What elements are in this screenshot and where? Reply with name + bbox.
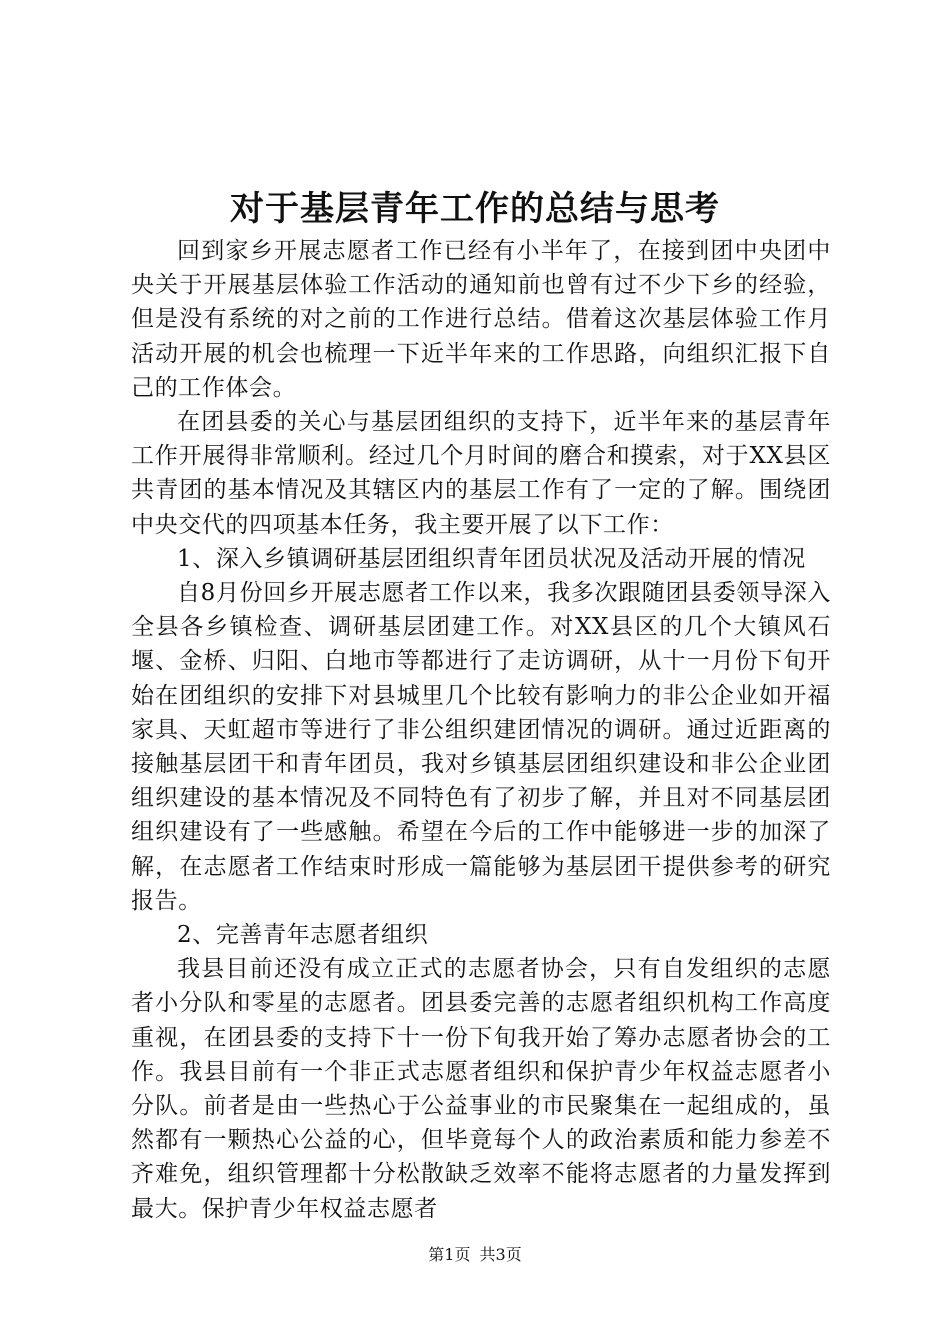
paragraph-section-2: 我县目前还没有成立正式的志愿者协会，只有自发组织的志愿者小分队和零星的志愿者。团县委完善的志愿者组织机构工作高度重视，在团县委的支持下十一份下旬我开始了筹办志愿者协会的工作。我县目前有一个非正式志愿者组织和保护青少年权益志愿者小分队。前者是由一些热心于公益事业的市民聚集在一起组成的，虽然都有一颗热心公益的心，但毕竟每个人的政治素质和能力参差不齐难免，组织管理都十分松散缺乏效率不能将志愿者的力量发挥到最大。保护青少年权益志愿者 — [131, 956, 831, 1222]
page-total: 共3页 — [479, 1245, 522, 1264]
section-heading-1: 1、深入乡镇调研基层团组织青年团员状况及活动开展的情况 — [177, 545, 806, 572]
document-body — [131, 234, 831, 1226]
section-heading-2: 2、完善青年志愿者组织 — [177, 922, 429, 949]
paragraph-overview: 在团县委的关心与基层团组织的支持下，近半年来的基层青年工作开展得非常顺利。经过几个月时间的磨合和摸索，对于XX县区共青团的基本情况及其辖区内的基层工作有了一定的了解。围绕团中央交代的四项基本任务，我主要开展了以下工作： — [131, 409, 831, 538]
page-footer — [0, 1243, 950, 1267]
page-number: 第1页 — [428, 1245, 471, 1264]
paragraph-section-1: 自8月份回乡开展志愿者工作以来，我多次跟随团县委领导深入全县各乡镇检查、调研基层团建工作。对XX县区的几个大镇风石堰、金桥、归阳、白地市等都进行了走访调研，从十一月份下旬开始在团组织的安排下对县城里几个比较有影响力的非公企业如开福家具、天虹超市等进行了非公组织建团情况的调研。通过近距离的接触基层团干和青年团员，我对乡镇基层团组织建设和非公企业团组织建设的基本情况及不同特色有了初步了解，并且对不同基层团组织建设有了一些感触。希望在今后的工作中能够进一步的加深了解，在志愿者工作结束时形成一篇能够为基层团干提供参考的研究报告。 — [131, 580, 831, 914]
paragraph-intro: 回到家乡开展志愿者工作已经有小半年了，在接到团中央团中央关于开展基层体验工作活动的通知前也曾有过不少下乡的经验，但是没有系统的对之前的工作进行总结。借着这次基层体验工作月活动开展的机会也梳理一下近半年来的工作思路，向组织汇报下自己的工作体会。 — [131, 238, 831, 401]
document-title: 对于基层青年工作的总结与思考 — [230, 189, 720, 229]
